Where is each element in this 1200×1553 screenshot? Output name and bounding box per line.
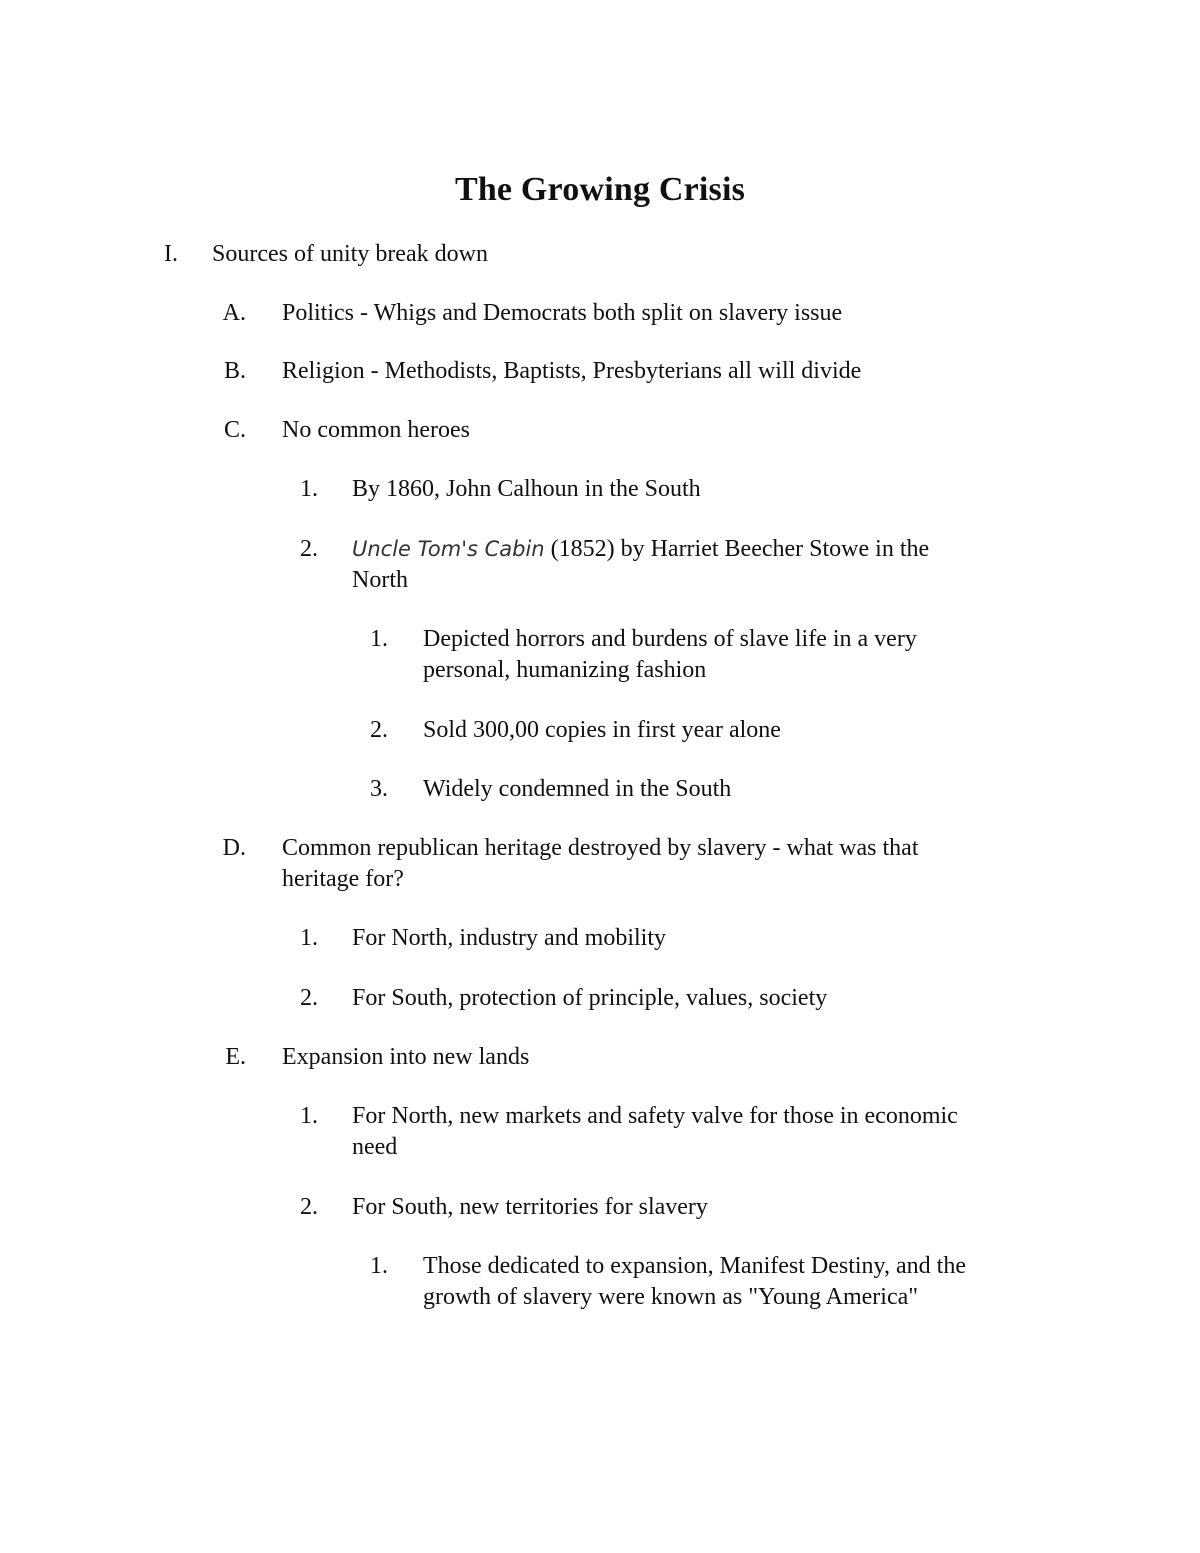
outline-text-line2: heritage for? (282, 866, 404, 892)
outline-text: For South, protection of principle, values, society (352, 985, 828, 1011)
outline-text-line2: growth of slavery were known as "Young America" (423, 1284, 919, 1310)
book-title: Uncle Tom's Cabin (352, 537, 545, 561)
outline-text: By 1860, John Calhoun in the South (352, 476, 701, 502)
outline-text: Sold 300,00 copies in first year alone (423, 717, 781, 743)
outline-marker: 2. (300, 536, 318, 562)
outline-marker: C. (223, 417, 246, 443)
outline-text-line2: need (352, 1134, 398, 1160)
outline-text: For North, new markets and safety valve for those in economic (352, 1103, 958, 1129)
outline-marker: 1. (300, 925, 318, 951)
outline-text-line2: personal, humanizing fashion (423, 657, 707, 683)
outline-text-continued: (1852) by Harriet Beecher Stowe in the (544, 536, 930, 562)
outline-marker: D. (222, 835, 246, 861)
outline-marker: 2. (370, 717, 388, 743)
outline-text: For North, industry and mobility (352, 925, 666, 951)
outline-text: Expansion into new lands (282, 1044, 530, 1070)
page-title: The Growing Crisis (454, 171, 746, 208)
outline-text: For South, new territories for slavery (352, 1194, 708, 1220)
outline-text: Religion - Methodists, Baptists, Presbyterians all will divide (282, 358, 862, 384)
outline-text (352, 534, 929, 565)
outline-marker: 2. (300, 1194, 318, 1220)
outline-marker: I. (164, 241, 178, 267)
outline-marker: 1. (370, 626, 388, 652)
outline-marker: 2. (300, 985, 318, 1011)
outline-text-line2: North (352, 567, 408, 593)
outline-text: Widely condemned in the South (423, 776, 732, 802)
outline-text: Politics - Whigs and Democrats both split on slavery issue (282, 300, 843, 326)
outline-marker: B. (223, 358, 246, 384)
outline-marker: E. (225, 1044, 246, 1070)
outline-marker: 3. (370, 776, 388, 802)
outline-text: Depicted horrors and burdens of slave life in a very (423, 626, 917, 652)
outline-marker: 1. (370, 1253, 388, 1279)
outline-marker: A. (222, 300, 246, 326)
outline-marker: 1. (300, 1103, 318, 1129)
outline-marker: 1. (300, 476, 318, 502)
outline-text: Sources of unity break down (212, 241, 488, 267)
outline-text: Common republican heritage destroyed by slavery - what was that (282, 835, 919, 861)
outline-text: Those dedicated to expansion, Manifest Destiny, and the (423, 1253, 966, 1279)
outline-text: No common heroes (282, 417, 470, 443)
